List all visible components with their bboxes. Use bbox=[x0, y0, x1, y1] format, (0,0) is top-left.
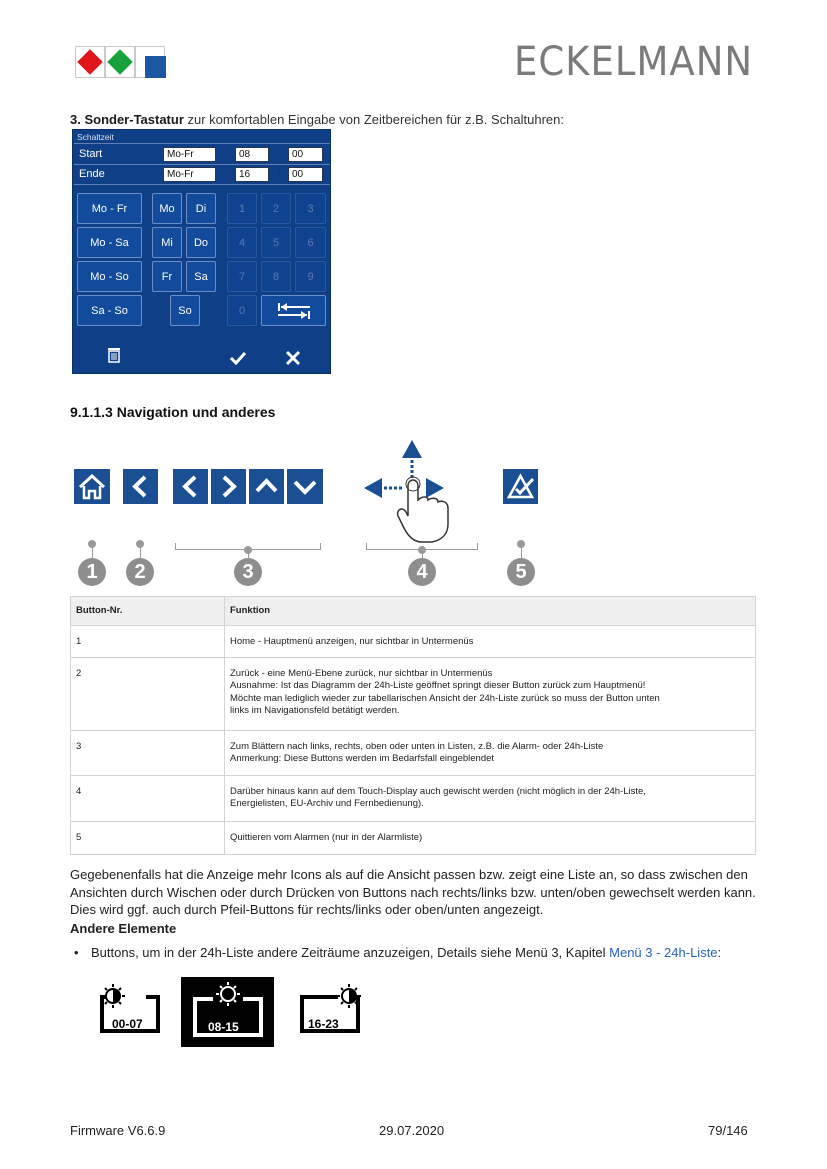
key-range-mo-fr[interactable]: Mo - Fr bbox=[77, 193, 142, 224]
chevron-up-icon bbox=[249, 469, 284, 504]
start-label: Start bbox=[79, 148, 103, 160]
home-icon bbox=[74, 469, 110, 504]
row-function: Darüber hinaus kann auf dem Touch-Display auch gewischt werden (nicht möglich in der 24h-Liste, Energielisten, EU-Archiv und Fernbedienung). bbox=[225, 775, 756, 821]
brand-name: ECKELMANN bbox=[514, 38, 754, 85]
end-day-field[interactable]: Mo-Fr bbox=[163, 167, 216, 182]
chevron-left-icon bbox=[173, 469, 208, 504]
tab-key[interactable] bbox=[261, 295, 326, 326]
trash-icon[interactable] bbox=[107, 347, 121, 368]
footer-version: Firmware V6.6.9 bbox=[70, 1123, 166, 1138]
key-day-sa[interactable]: Sa bbox=[186, 261, 216, 292]
key-range-mo-so[interactable]: Mo - So bbox=[77, 261, 142, 292]
back-button[interactable] bbox=[123, 469, 158, 504]
key-range-sa-so[interactable]: Sa - So bbox=[77, 295, 142, 326]
end-minute-field[interactable]: 00 bbox=[288, 167, 323, 182]
logo-red-tile bbox=[75, 46, 105, 78]
start-hour-field[interactable]: 08 bbox=[235, 147, 269, 162]
key-digit-2[interactable]: 2 bbox=[261, 193, 291, 224]
marker-2: 2 bbox=[126, 558, 154, 586]
row-nr: 4 bbox=[71, 775, 225, 821]
confirm-check-icon[interactable] bbox=[229, 351, 247, 370]
other-elements-heading: Andere Elemente bbox=[70, 921, 177, 936]
menu3-24h-link[interactable]: Menü 3 - 24h-Liste bbox=[609, 945, 718, 960]
chevron-down-icon bbox=[287, 469, 323, 504]
row-function: Zum Blättern nach links, rechts, oben oder unten in Listen, z.B. die Alarm- oder 24h-Liste Anmerkung: Diese Buttons werden im Bedarfsfall eingeblendet bbox=[225, 730, 756, 775]
button-function-table bbox=[70, 596, 756, 855]
chevron-left-icon bbox=[123, 469, 158, 504]
table-header-row bbox=[71, 597, 756, 626]
header-button-nr: Button-Nr. bbox=[71, 597, 225, 626]
end-label: Ende bbox=[79, 168, 105, 180]
key-day-fr[interactable]: Fr bbox=[152, 261, 182, 292]
time-label: 00-07 bbox=[112, 1017, 143, 1031]
time-range-16-23-icon[interactable] bbox=[296, 983, 364, 1038]
time-keypad: Schaltzeit Start Mo-Fr 08 : 00 Ende Mo-Fr 16 : 00 Mo - Fr Mo - Sa Mo - So Sa - So Mo Di Mi Do Fr Sa So 1 2 3 4 5 6 7 8 9 0 bbox=[72, 129, 331, 374]
table-row bbox=[71, 657, 756, 730]
key-day-di[interactable]: Di bbox=[186, 193, 216, 224]
marker-4: 4 bbox=[408, 558, 436, 586]
key-digit-1[interactable]: 1 bbox=[227, 193, 257, 224]
row-function: Home - Hauptmenü anzeigen, nur sichtbar in Untermenüs bbox=[225, 625, 756, 657]
row-nr: 1 bbox=[71, 625, 225, 657]
bullet-text: Buttons, um in der 24h-Liste andere Zeiträume anzuzeigen, Details siehe Menü 3, Kapitel bbox=[91, 945, 610, 960]
section-heading: 9.1.1.3 Navigation und anderes bbox=[70, 404, 276, 420]
logo-blue-tile bbox=[135, 46, 165, 78]
footer-page-number: 79/146 bbox=[708, 1123, 748, 1138]
start-minute-field[interactable]: 00 bbox=[288, 147, 323, 162]
time-range-08-15-icon[interactable] bbox=[181, 977, 274, 1047]
time-range-00-07-icon[interactable] bbox=[96, 983, 164, 1038]
key-digit-0[interactable]: 0 bbox=[227, 295, 257, 326]
key-range-mo-sa[interactable]: Mo - Sa bbox=[77, 227, 142, 258]
footer-date: 29.07.2020 bbox=[379, 1123, 445, 1138]
bullet-end: : bbox=[717, 945, 722, 960]
row-nr: 3 bbox=[71, 730, 225, 775]
acknowledge-alarm-button[interactable] bbox=[503, 469, 538, 504]
key-day-do[interactable]: Do bbox=[186, 227, 216, 258]
marker-3: 3 bbox=[234, 558, 262, 586]
row-nr: 2 bbox=[71, 657, 225, 730]
table-row bbox=[71, 821, 756, 854]
chevron-right-icon bbox=[211, 469, 246, 504]
table-row bbox=[71, 775, 756, 821]
row-function: Zurück - eine Menü-Ebene zurück, nur sichtbar in Untermenüs Ausnahme: Ist das Diagramm der 24h-Liste geöffnet springt dieser Button zurück zum Hauptmenü! Möchte man lediglich wieder zur tabellarischen Ansicht der 24h-Liste zurück so muss der Button unten links im Navigationsfeld betätigt werden. bbox=[225, 657, 756, 730]
header-funktion: Funktion bbox=[225, 597, 756, 626]
row-function: Quittieren vom Alarmen (nur in der Alarmliste) bbox=[225, 821, 756, 854]
table-row bbox=[71, 625, 756, 657]
intro-bold: 3. Sonder-Tastatur bbox=[70, 112, 184, 127]
scroll-down-button[interactable] bbox=[287, 469, 323, 504]
scroll-right-button[interactable] bbox=[211, 469, 246, 504]
marker-5: 5 bbox=[507, 558, 535, 586]
key-digit-5[interactable]: 5 bbox=[261, 227, 291, 258]
time-label: 08-15 bbox=[208, 1020, 239, 1034]
cancel-x-icon[interactable] bbox=[285, 350, 301, 371]
key-day-mo[interactable]: Mo bbox=[152, 193, 182, 224]
time-label: 16-23 bbox=[308, 1017, 339, 1031]
key-digit-8[interactable]: 8 bbox=[261, 261, 291, 292]
table-row bbox=[71, 730, 756, 775]
body-paragraph: Gegebenenfalls hat die Anzeige mehr Icons als auf die Ansicht passen bzw. zeigt eine Liste an, so dass zwischen den Ansichten durch Wischen oder durch Drücken von Buttons nach rechts/links bzw. unten/oben gewechselt werden kann. Dies wird ggf. auch durch Pfeil-Buttons für rechts/links oder oben/unten angezeigt. bbox=[70, 867, 756, 917]
swipe-gesture-illustration bbox=[362, 438, 477, 553]
home-button[interactable] bbox=[74, 469, 110, 504]
key-digit-7[interactable]: 7 bbox=[227, 261, 257, 292]
keypad-caption: Schaltzeit bbox=[77, 132, 114, 142]
key-day-so[interactable]: So bbox=[170, 295, 200, 326]
logo-green-tile bbox=[105, 46, 135, 78]
tab-arrows-icon bbox=[274, 300, 314, 322]
intro-text: zur komfortablen Eingabe von Zeitbereichen für z.B. Schaltuhren: bbox=[183, 112, 564, 127]
row-nr: 5 bbox=[71, 821, 225, 854]
key-digit-3[interactable]: 3 bbox=[295, 193, 326, 224]
key-digit-6[interactable]: 6 bbox=[295, 227, 326, 258]
key-day-mi[interactable]: Mi bbox=[152, 227, 182, 258]
marker-1: 1 bbox=[78, 558, 106, 586]
acknowledge-icon bbox=[503, 469, 538, 504]
end-hour-field[interactable]: 16 bbox=[235, 167, 269, 182]
key-digit-9[interactable]: 9 bbox=[295, 261, 326, 292]
bullet-dot: • bbox=[74, 945, 79, 960]
start-day-field[interactable]: Mo-Fr bbox=[163, 147, 216, 162]
scroll-left-button[interactable] bbox=[173, 469, 208, 504]
keypad-intro bbox=[70, 112, 564, 127]
scroll-up-button[interactable] bbox=[249, 469, 284, 504]
key-digit-4[interactable]: 4 bbox=[227, 227, 257, 258]
